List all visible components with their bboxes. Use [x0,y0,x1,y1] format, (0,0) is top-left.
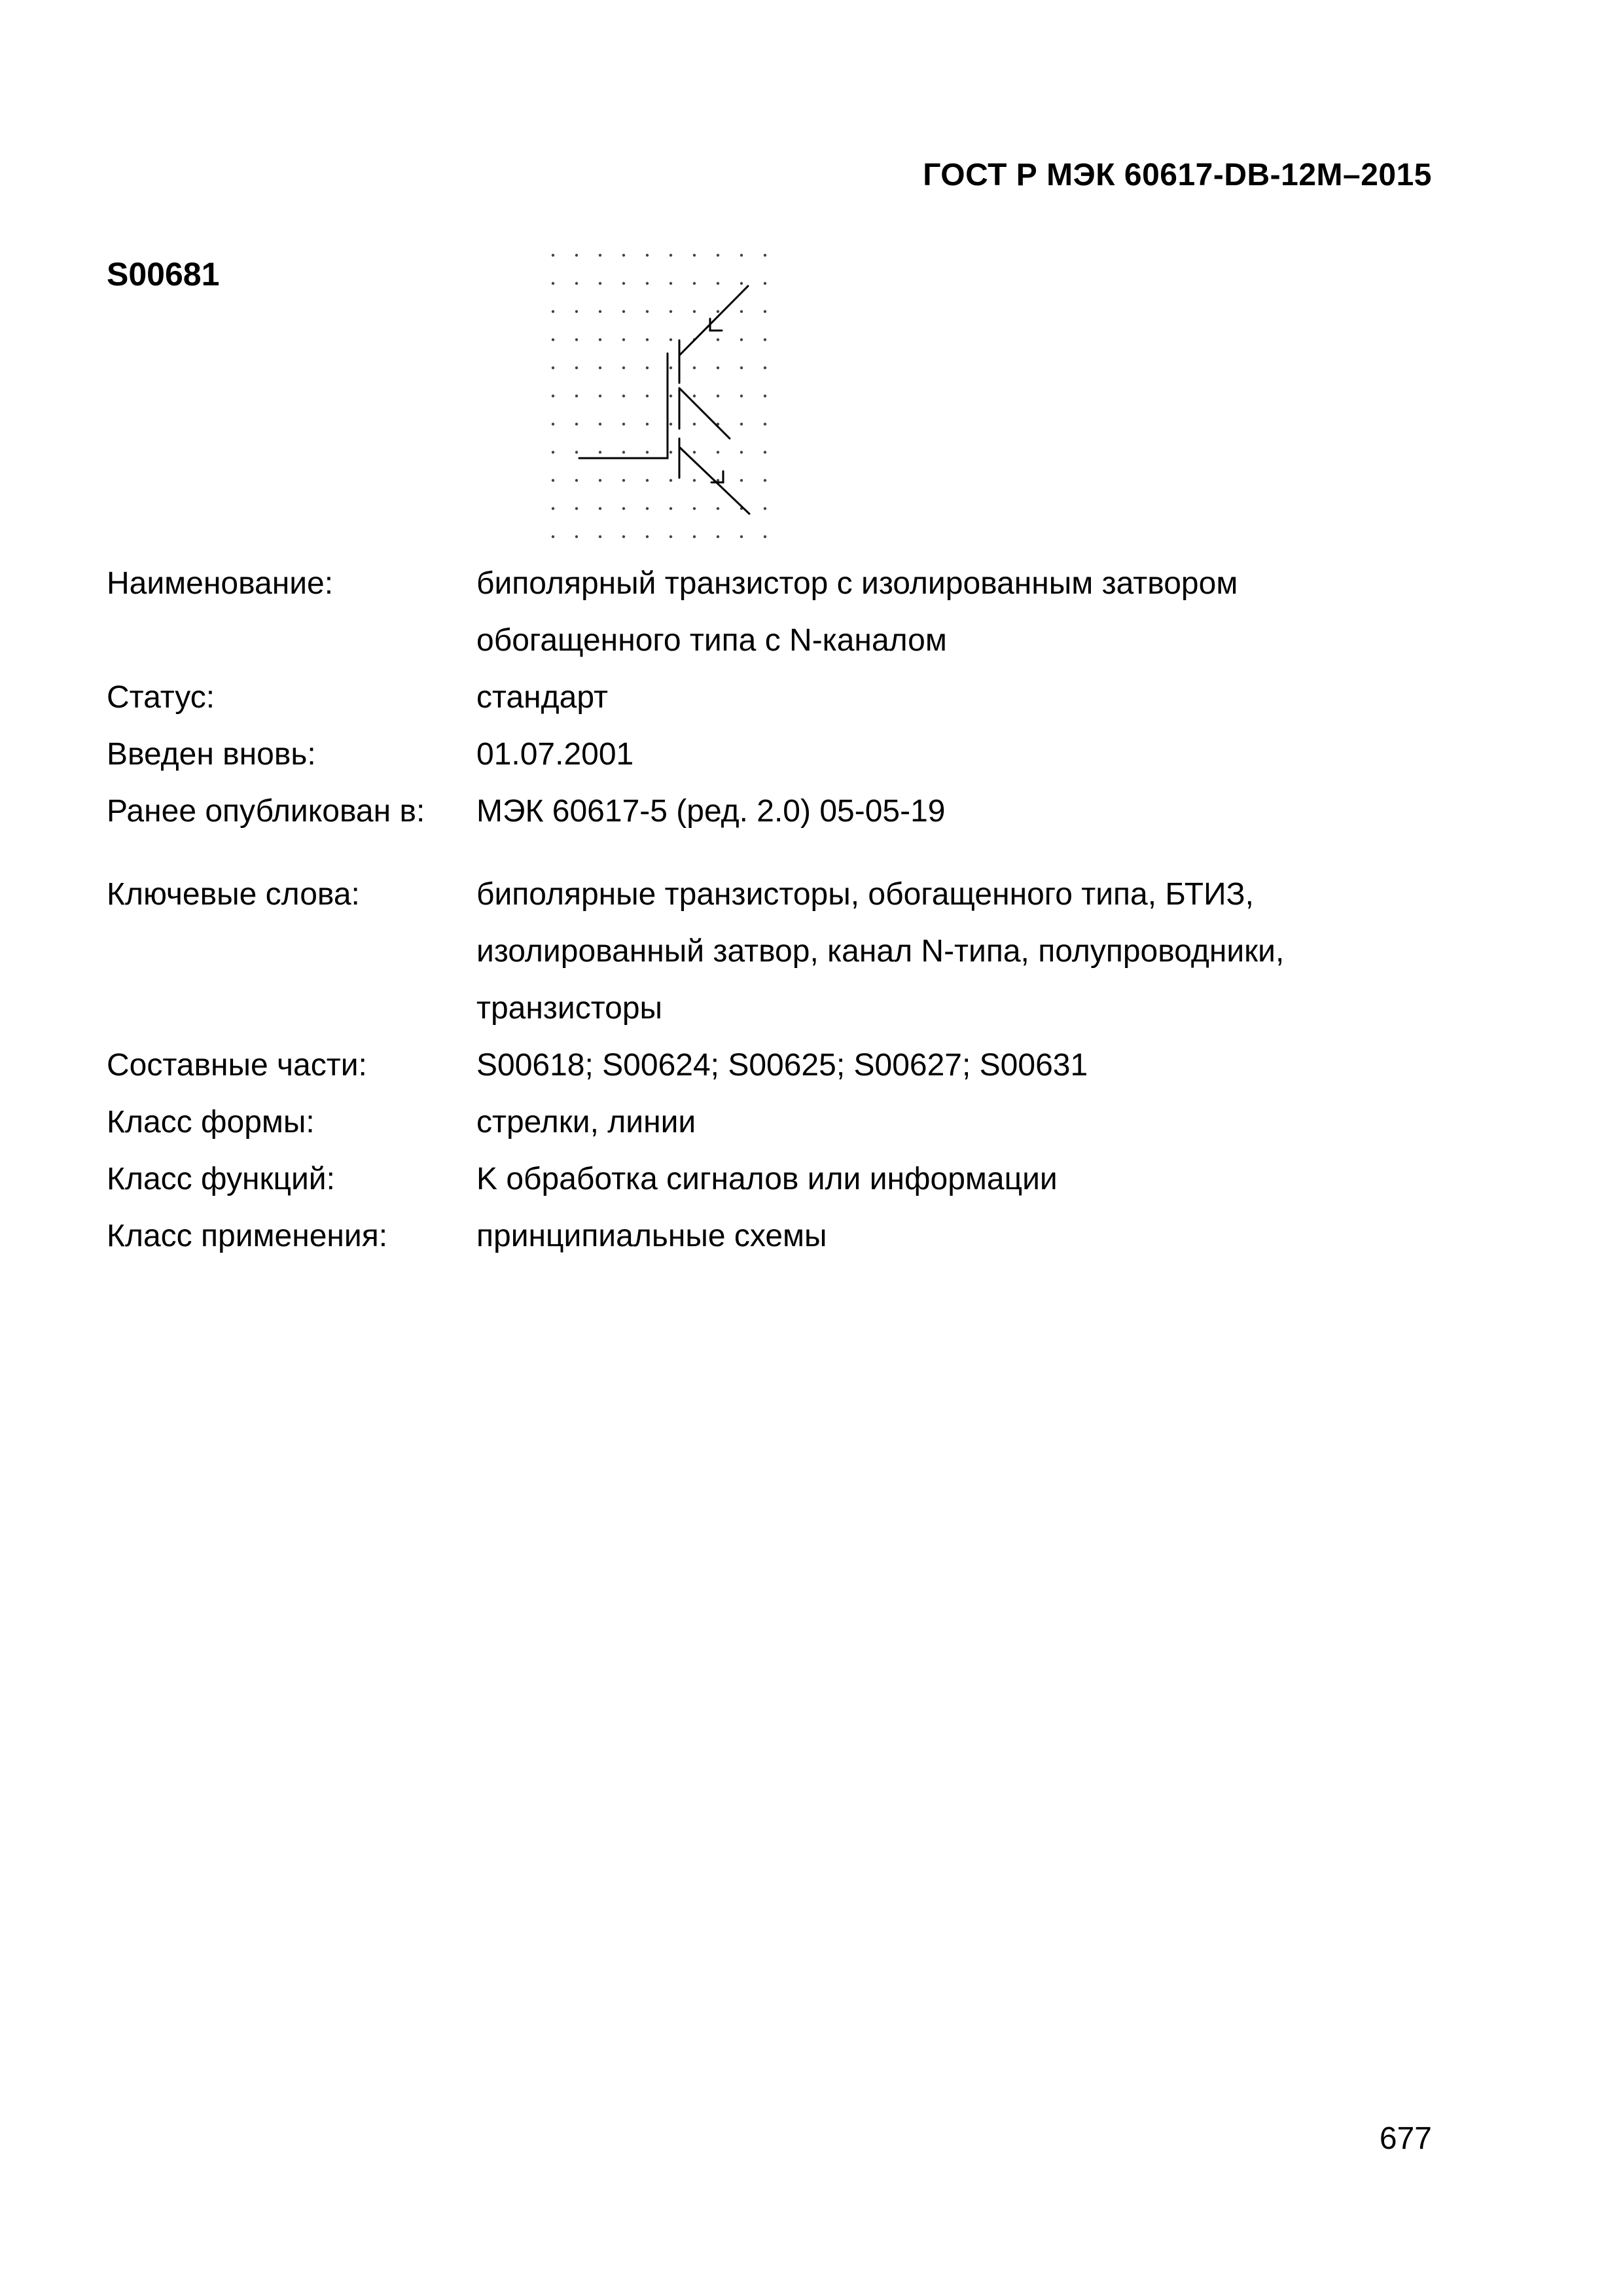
document-header: ГОСТ Р МЭК 60617-DB-12M–2015 [923,158,1432,192]
field-function-class: Класс функций: K обработка сигналов или информации [107,1162,1058,1196]
field-name: Наименование: биполярный транзистор с изолированным затвором обогащенного типа с N-каналом [107,566,1238,658]
field-application-class: Класс применения: принципиальные схемы [107,1219,827,1253]
field-introduced: Введен вновь: 01.07.2001 [107,737,634,772]
page-number: 677 [1379,2121,1432,2156]
field-keywords: Ключевые слова: биполярные транзисторы, обогащенного типа, БТИЗ, изолированный затвор, канал N-типа, полупроводники, транзисторы [107,877,1285,1026]
igbt-symbol-icon [533,239,808,553]
field-shape-class: Класс формы: стрелки, линии [107,1105,696,1139]
field-status: Статус: стандарт [107,680,608,715]
field-components: Составные части: S00618; S00624; S00625; S00627; S00631 [107,1048,1088,1083]
symbol-grid [552,254,766,538]
symbol-properties [107,555,1455,1265]
symbol-code: S00681 [107,256,220,293]
field-previously-published: Ранее опубликован в: МЭК 60617-5 (ред. 2.0) 05-05-19 [107,794,946,829]
